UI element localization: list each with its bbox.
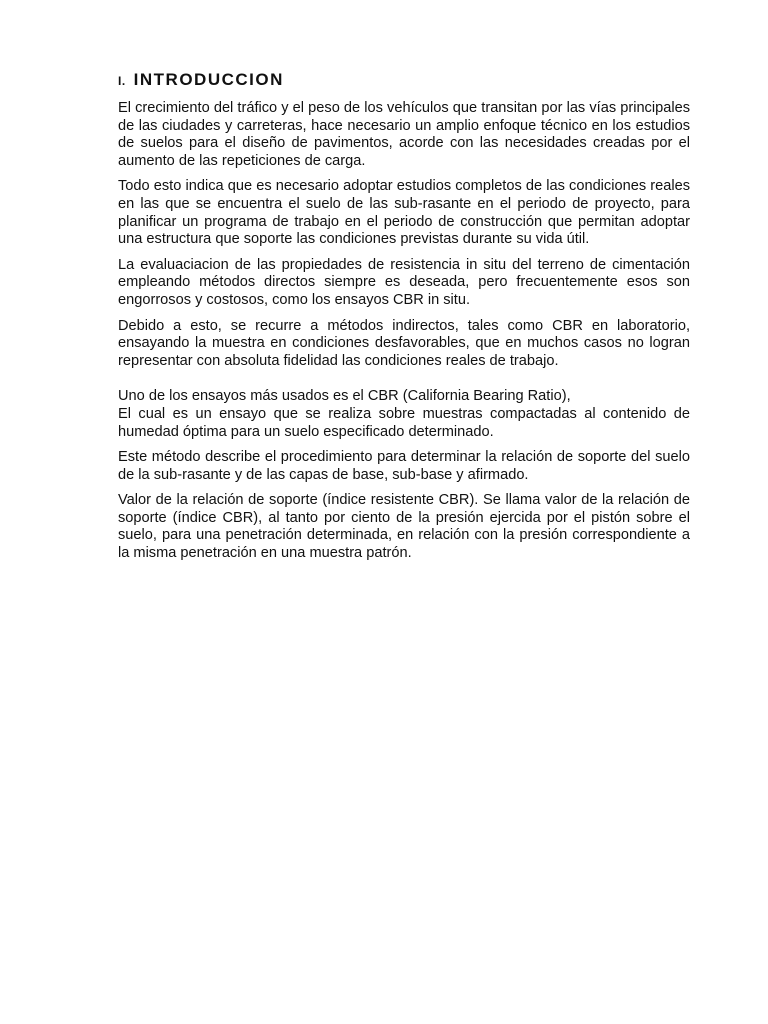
document-page xyxy=(118,70,690,571)
paragraph-complete-studies: Todo esto indica que es necesario adoptar estudios completos de las condiciones reales en las que se encuentra el suelo de las sub-rasante en el periodo de proyecto, para planificar un programa de trabajo en el periodo de construcción que permitan adoptar una estructura que soporte las condiciones previstas durante su vida útil. xyxy=(118,178,690,248)
section-title: INTRODUCCION xyxy=(133,70,284,89)
paragraph-method-description: Este método describe el procedimiento para determinar la relación de soporte del suelo de la sub-rasante y de las capas de base, sub-base y afirmado. xyxy=(118,449,690,483)
cbr-intro-line-1: Uno de los ensayos más usados es el CBR (California Bearing Ratio), xyxy=(118,388,571,405)
paragraph-traffic-growth: El crecimiento del tráfico y el peso de los vehículos que transitan por las vías principales de las ciudades y carreteras, hace necesario un amplio enfoque técnico en los estudios de suelos para el diseño de pavimentos, acorde con las necesidades creadas por el aumento de las repeticiones de carga. xyxy=(118,100,690,169)
section-number: I. xyxy=(118,74,126,88)
paragraph-cbr-definition: Valor de la relación de soporte (índice resistente CBR). Se llama valor de la relación de soporte (índice CBR), al tanto por ciento de la presión ejercida por el pistón sobre el suelo, para una penetración determinada, en relación con la presión correspondiente a la misma penetración en una muestra patrón. xyxy=(118,492,690,562)
paragraph-resistance-evaluation: La evaluaciacion de las propiedades de resistencia in situ del terreno de cimentación empleando métodos directos siempre es deseada, pero frecuentemente esos son engorrosos y costosos, como los ensayos CBR in situ. xyxy=(118,256,690,308)
paragraph-indirect-methods: Debido a esto, se recurre a métodos indirectos, tales como CBR en laboratorio, ensayando la muestra en condiciones desfavorables, que en muchos casos no logran representar con absoluta fidelidad las condiciones reales de trabajo. xyxy=(118,317,690,369)
paragraph-cbr-intro xyxy=(118,388,690,441)
section-heading xyxy=(118,70,690,90)
cbr-intro-line-2: El cual es un ensayo que se realiza sobre muestras compactadas al contenido de humedad óptima para un suelo especificado determinado. xyxy=(118,405,690,440)
